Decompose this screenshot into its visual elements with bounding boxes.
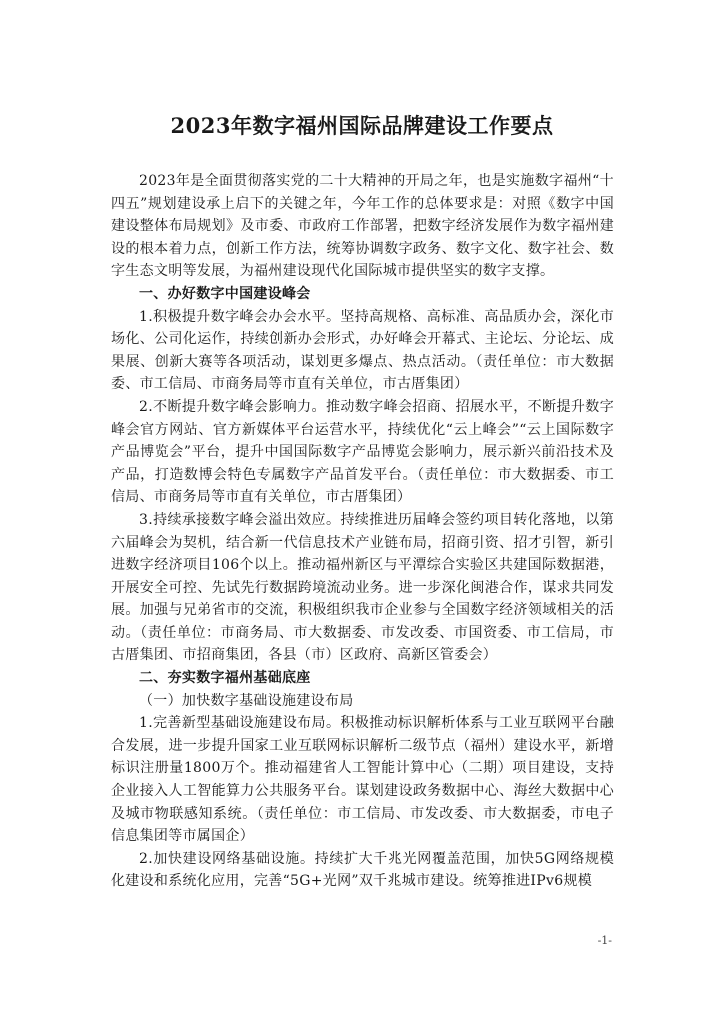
section-2-heading: 二、夯实数字福州基础底座 (139, 670, 311, 687)
section-2-item-2: 2.加快建设网络基础设施。持续扩大千兆光网覆盖范围，加快5G网络规模化建设和系统化应用，完善“5G+光网”双千兆城市建设。统筹推进IPv6规模 (111, 850, 614, 890)
section-2-subheading: （一）加快数字基础设施建设布局 (139, 692, 354, 709)
page-number: -1- (597, 934, 612, 947)
section-1-heading: 一、办好数字中国建设峰会 (139, 285, 311, 302)
section-2-item-1: 1.完善新型基础设施建设布局。积极推动标识解析体系与工业互联网平台融合发展，进一步提升国家工业互联网标识解析二级节点（福州）建设水平，新增标识注册量1800万个。推动福建省人工智能计算中心（二期）项目建设，支持企业接入人工智能算力公共服务平台。谋划建设政务数据中心、海丝大数据中心及城市物联感知系统。（责任单位：市工信局、市发改委、市大数据委，市电子信息集团等市属国企） (111, 715, 614, 845)
intro-paragraph: 2023年是全面贯彻落实党的二十大精神的开局之年，也是实施数字福州“十四五”规划建设承上启下的关键之年，今年工作的总体要求是：对照《数字中国建设整体布局规划》及市委、市政府工作部署，把数字经济发展作为数字福州建设的根本着力点，创新工作方法，统筹协调数字政务、数字文化、数字社会、数字生态文明等发展，为福州建设现代化国际城市提供坚实的数字支撑。 (111, 173, 614, 280)
document-body (111, 170, 614, 893)
section-1-item-3: 3.持续承接数字峰会溢出效应。持续推进历届峰会签约项目转化落地，以第六届峰会为契机，结合新一代信息技术产业链布局，招商引资、招才引智，新引进数字经济项目106个以上。推动福州新区与平潭综合实验区共建国际数据港，开展安全可控、先试先行数据跨境流动业务。进一步深化闽港合作，谋求共同发展。加强与兄弟省市的交流，积极组织我市企业参与全国数字经济领域相关的活动。（责任单位：市商务局、市大数据委、市发改委、市国资委、市工信局，市古厝集团、市招商集团，各县（市）区政府、高新区管委会） (111, 511, 614, 664)
section-1-item-1: 1.积极提升数字峰会办会水平。坚持高规格、高标准、高品质办会，深化市场化、公司化运作，持续创新办会形式，办好峰会开幕式、主论坛、分论坛、成果展、创新大赛等各项活动，谋划更多爆点、热点活动。（责任单位：市大数据委、市工信局、市商务局等市直有关单位，市古厝集团） (111, 308, 614, 393)
document-title: 2023年数字福州国际品牌建设工作要点 (170, 113, 554, 138)
section-1-item-2: 2.不断提升数字峰会影响力。推动数字峰会招商、招展水平，不断提升数字峰会官方网站、官方新媒体平台运营水平，持续优化“云上峰会”“云上国际数字产品博览会”平台，提升中国国际数字产品博览会影响力，展示新兴前沿技术及产品，打造数博会特色专属数字产品首发平台。（责任单位：市大数据委、市工信局、市商务局等市直有关单位，市古厝集团） (111, 398, 614, 506)
